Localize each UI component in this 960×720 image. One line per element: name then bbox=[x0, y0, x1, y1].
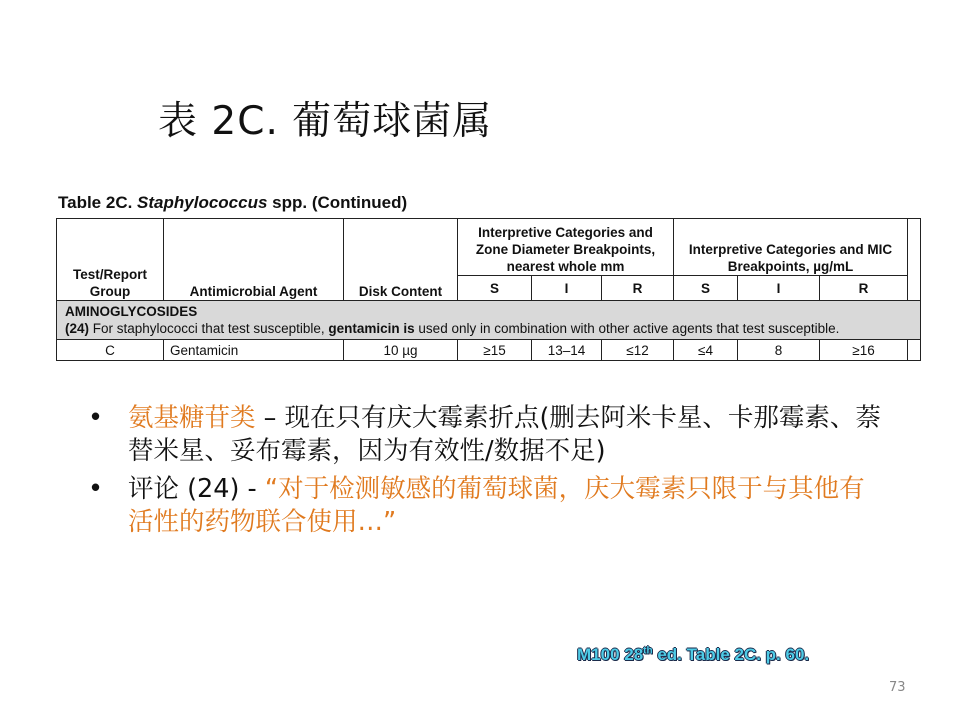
cell-zone-i: 13–14 bbox=[532, 340, 602, 361]
bullet-item-aminoglycosides bbox=[88, 402, 888, 468]
bullet-text: 评论 (24) - bbox=[128, 474, 265, 504]
slide-title: 表 2C. 葡萄球菌属 bbox=[158, 99, 493, 144]
comment-number: (24) bbox=[65, 321, 90, 336]
header-zone-i: I bbox=[532, 276, 602, 301]
cell-mic-r: ≥16 bbox=[820, 340, 908, 361]
bullet-item-comment bbox=[88, 473, 888, 539]
page-number: 73 bbox=[889, 680, 906, 695]
bullet-marker: • bbox=[88, 403, 104, 433]
cell-zone-r: ≤12 bbox=[602, 340, 674, 361]
source-citation bbox=[577, 645, 809, 665]
header-mic-r: R bbox=[820, 276, 908, 301]
header-mic-i: I bbox=[738, 276, 820, 301]
header-test-report-group: Test/Report Group bbox=[57, 219, 164, 301]
table-caption-prefix: Table 2C. bbox=[58, 193, 138, 212]
drug-class-comment bbox=[65, 320, 912, 337]
citation-post: ed. Table 2C. p. 60. bbox=[652, 645, 810, 664]
drug-class-row bbox=[57, 301, 921, 340]
table-caption-suffix: spp. (Continued) bbox=[267, 193, 408, 212]
header-zone-r: R bbox=[602, 276, 674, 301]
table-caption-genus: Staphylococcus bbox=[137, 193, 268, 212]
breakpoint-table bbox=[56, 218, 921, 361]
comment-text-pre: For staphylococci that test susceptible, bbox=[89, 321, 329, 336]
cell-agent: Gentamicin bbox=[164, 340, 344, 361]
drug-class-cell bbox=[57, 301, 921, 340]
cell-zone-s: ≥15 bbox=[458, 340, 532, 361]
header-zone-s: S bbox=[458, 276, 532, 301]
cell-mic-i: 8 bbox=[738, 340, 820, 361]
header-mic-s: S bbox=[674, 276, 738, 301]
comment-text-post: used only in combination with other active agents that test susceptible. bbox=[414, 321, 840, 336]
bullet-highlight: 氨基糖苷类 bbox=[128, 403, 256, 433]
cell-disk: 10 µg bbox=[344, 340, 458, 361]
header-disk-content: Disk Content bbox=[344, 219, 458, 301]
bullet-highlight: “对于检测敏感的葡萄球菌，庆大霉素只限于与其他有活性的药物联合使用…” bbox=[128, 474, 865, 537]
citation-sup: th bbox=[643, 645, 653, 657]
comment-text-bold: gentamicin is bbox=[328, 321, 415, 336]
bullet-marker: • bbox=[88, 474, 104, 504]
header-spacer bbox=[908, 219, 921, 301]
table-row bbox=[57, 340, 921, 361]
header-antimicrobial-agent: Antimicrobial Agent bbox=[164, 219, 344, 301]
drug-class-name: AMINOGLYCOSIDES bbox=[65, 304, 198, 319]
citation-pre: M100 28 bbox=[577, 645, 644, 664]
header-mic-group: Interpretive Categories and MIC Breakpoints, µg/mL bbox=[674, 219, 908, 276]
cell-group: C bbox=[57, 340, 164, 361]
header-zone-group: Interpretive Categories and Zone Diameter Breakpoints, nearest whole mm bbox=[458, 219, 674, 276]
cell-mic-s: ≤4 bbox=[674, 340, 738, 361]
cell-spacer bbox=[908, 340, 921, 361]
bullet-text: – 现在只有庆大霉素折点(删去阿米卡星、卡那霉素、萘替米星、妥布霉素，因为有效性/数据不足) bbox=[128, 403, 881, 466]
bullet-list bbox=[88, 402, 888, 544]
table-header-row bbox=[57, 219, 921, 276]
table-caption bbox=[58, 193, 407, 213]
